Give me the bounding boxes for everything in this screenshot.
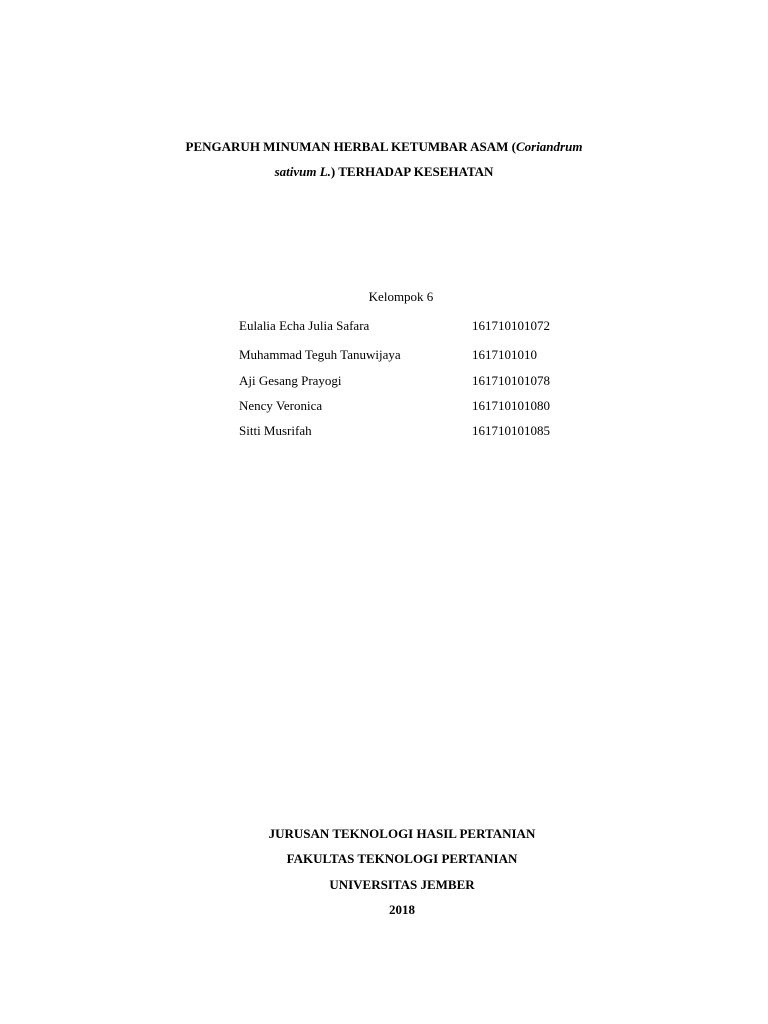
member-row bbox=[239, 398, 599, 414]
member-name: Nency Veronica bbox=[239, 398, 323, 413]
member-name: Eulalia Echa Julia Safara bbox=[239, 318, 370, 333]
title-italic-species: sativum L. bbox=[274, 164, 331, 179]
title-line-2 bbox=[0, 164, 768, 180]
member-row bbox=[239, 347, 599, 363]
member-name: Sitti Musrifah bbox=[239, 423, 312, 438]
member-name: Muhammad Teguh Tanuwijaya bbox=[239, 347, 401, 362]
member-row bbox=[239, 318, 599, 334]
member-name: Aji Gesang Prayogi bbox=[239, 373, 342, 388]
faculty-name: FAKULTAS TEKNOLOGI PERTANIAN bbox=[286, 851, 518, 866]
title-italic-genus: Coriandrum bbox=[515, 139, 583, 154]
title-main-text: PENGARUH MINUMAN HERBAL KETUMBAR ASAM ( bbox=[185, 139, 516, 154]
member-id: 161710101085 bbox=[472, 423, 550, 438]
member-row bbox=[239, 423, 599, 439]
member-id: 1617101010 bbox=[472, 347, 537, 362]
member-id: 161710101078 bbox=[472, 373, 550, 388]
member-row bbox=[239, 373, 599, 389]
department-name: JURUSAN TEKNOLOGI HASIL PERTANIAN bbox=[268, 826, 536, 841]
member-id: 161710101080 bbox=[472, 398, 550, 413]
group-label: Kelompok 6 bbox=[368, 289, 434, 304]
year: 2018 bbox=[389, 902, 415, 917]
member-id: 161710101072 bbox=[472, 318, 550, 333]
title-main-text-end: ) TERHADAP KESEHATAN bbox=[330, 164, 494, 179]
title-line-1 bbox=[0, 139, 768, 155]
university-name: UNIVERSITAS JEMBER bbox=[329, 877, 475, 892]
